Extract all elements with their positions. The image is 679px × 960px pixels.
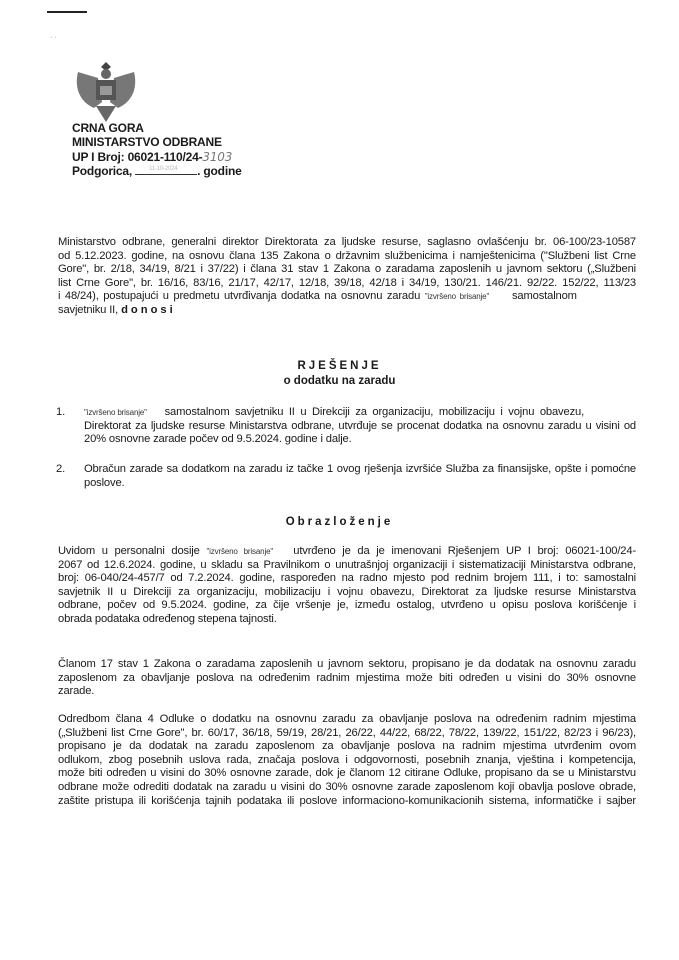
city: Podgorica, — [72, 163, 133, 178]
text-line: odbrane može odrediti dodatak na zaradu u visini do 30% osnovne zarade zaposlenom koji obavlja poslove obrade, — [58, 780, 636, 793]
text-line: Odredbom člana 4 Odluke o dodatku na osnovnu zaradu za obavljanje poslova na određenim radnim mjestima — [58, 713, 636, 725]
redacted-name: "izvršeno brisanje" — [424, 292, 490, 302]
date-stamp: 11-10-2024 — [149, 165, 178, 172]
text-line: 2067 od 12.6.2024. godine, u skladu sa Pravilnikom o unutrašnjoj organizaciji i sistematizaciji Ministarstva odbrane, — [58, 558, 636, 571]
number-prefix: UP I Broj: 06021-110/24- — [72, 149, 203, 164]
text-line: obrada podataka određenog stepena tajnosti. — [58, 612, 277, 625]
text-line — [58, 545, 636, 559]
text-line: Direktorat za ljudske resurse Ministarstva odbrane, utvrđuje se procenat dodatka na osnovnu zaradu u visini od — [84, 419, 636, 432]
decision-item-2 — [58, 463, 636, 490]
text-line: poslove. — [84, 476, 125, 489]
coat-of-arms-icon — [72, 58, 140, 126]
text-segment: savjetniku II, — [58, 303, 119, 316]
date-blank — [135, 164, 197, 175]
text-line: savjetnik II u Direkciji za organizaciju, mobilizaciju i vojnu obavezu, Direktorat za ljudske resurse Ministarstva — [58, 585, 636, 598]
decision-title: RJEŠENJE — [297, 360, 382, 372]
text-line: Ministarstvo odbrane, generalni direktor Direktorata za ljudske resurse, saglasno ovlašćenju br. 06-100/23-10587 — [58, 236, 636, 248]
text-line: zarade. — [58, 685, 95, 698]
ministry-name: MINISTARSTVO ODBRANE — [72, 135, 222, 150]
text-segment: Uvidom u personalni dosije — [58, 545, 200, 557]
text-line: Obračun zarade sa dodatkom na zaradu iz tačke 1 ovog rješenja izvršiće Služba za finansijske, opšte i pomoćne — [84, 463, 636, 475]
document-header — [72, 121, 242, 178]
item-number: 2. — [56, 463, 66, 475]
text-line: list Crne Gore", br. 16/16, 83/16, 21/17, 42/17, 12/18, 39/18, 42/18 i 34/19, 130/21. 146/21. 92/22. 152/22, 113/23 — [58, 276, 636, 289]
country-name: CRNA GORA — [72, 121, 144, 135]
item-number: 1. — [56, 406, 66, 418]
decision-item-1 — [58, 406, 636, 447]
explanation-paragraph-2 — [58, 658, 636, 699]
text-line: odlukom, zbog posebnih uslova rada, značaja poslova i odgovornosti, posebnih znanja, vještina i kompetencija, — [58, 753, 636, 766]
text-line — [58, 304, 636, 318]
text-segment: samostalnom — [511, 290, 577, 303]
text-segment: samostalnom savjetniku II u Direkciji za organizaciju, mobilizaciju i vojnu obavezu, — [164, 406, 585, 418]
text-line: Gore", br. 2/18, 34/19, 8/21 i 37/22) i člana 31 stav 1 Zakona o zaradama zaposlenih u javnom sektoru („Službeni — [58, 263, 636, 276]
redacted-name: "izvršeno brisanje" — [84, 408, 147, 417]
text-line — [84, 406, 636, 420]
intro-paragraph — [58, 236, 636, 318]
text-line: Članom 17 stav 1 Zakona o zaradama zaposlenih u javnom sektoru, propisano je da dodatak na osnovnu zaradu — [58, 658, 636, 670]
text-line: od 5.12.2023. godine, na osnovu člana 135 Zakona o državnim službenicima i namještenicima ("Službeni list Crne — [58, 249, 636, 262]
decision-subtitle: o dodatku na zaradu — [283, 375, 396, 387]
scan-mark — [47, 11, 87, 13]
text-segment: i 48/24), postupajući u predmetu utvrđivanja dodatka na osnovnu zaradu — [58, 290, 421, 303]
text-line: odbrane, počev od 9.5.2024. godine, za čije vršenje je, između ostalog, utvrđeno u opisu poslova korišćenje i — [58, 599, 636, 612]
place-date — [72, 164, 242, 178]
scan-dots: · · — [50, 34, 57, 41]
donosi-keyword: donosi — [121, 303, 176, 316]
godine-label: . godine — [197, 163, 242, 178]
text-segment: utvrđeno je da je imenovani Rješenjem UP I broj: 06021-100/24- — [293, 545, 637, 557]
text-line — [58, 290, 636, 304]
redacted-name: "izvršeno brisanje" — [206, 547, 274, 556]
text-line: („Službeni list Crne Gore", br. 60/17, 36/18, 59/19, 28/21, 26/22, 44/22, 68/22, 78/22, 139/22, 151/22, 82/23 i 96/23), — [58, 726, 636, 739]
text-line: zaštite pristupa ili korišćenja tajnih podataka ili poslove informaciono-komunikacionih sistema, informatičke i sajber — [58, 794, 636, 807]
explanation-paragraph-1 — [58, 545, 636, 627]
text-line: propisano je da dodatak na zaradu zaposlenom za obavljanje poslova na radnim mjestima utvrđenim ovom — [58, 740, 636, 753]
text-line: 20% osnovne zarade počev od 9.5.2024. godine i dalje. — [84, 433, 352, 446]
text-line: zaposlenom za obavljanje poslova na određenim radnim mjestima može biti određen u visini do 30% osnovne — [58, 671, 636, 684]
explanation-title: Obrazloženje — [285, 516, 394, 528]
explanation-paragraph-3 — [58, 713, 636, 808]
text-line: može biti određen u visini do 30% osnovne zarade, dok je članom 12 citirane Odluke, propisano da se u Ministarstvu — [58, 767, 636, 780]
text-line: broj: 06-040/24-457/7 od 7.2.2024. godine, raspoređen na radno mjesto pod rednim brojem 111, i to: samostalni — [58, 572, 636, 585]
handwritten-number: 3103 — [202, 149, 233, 164]
